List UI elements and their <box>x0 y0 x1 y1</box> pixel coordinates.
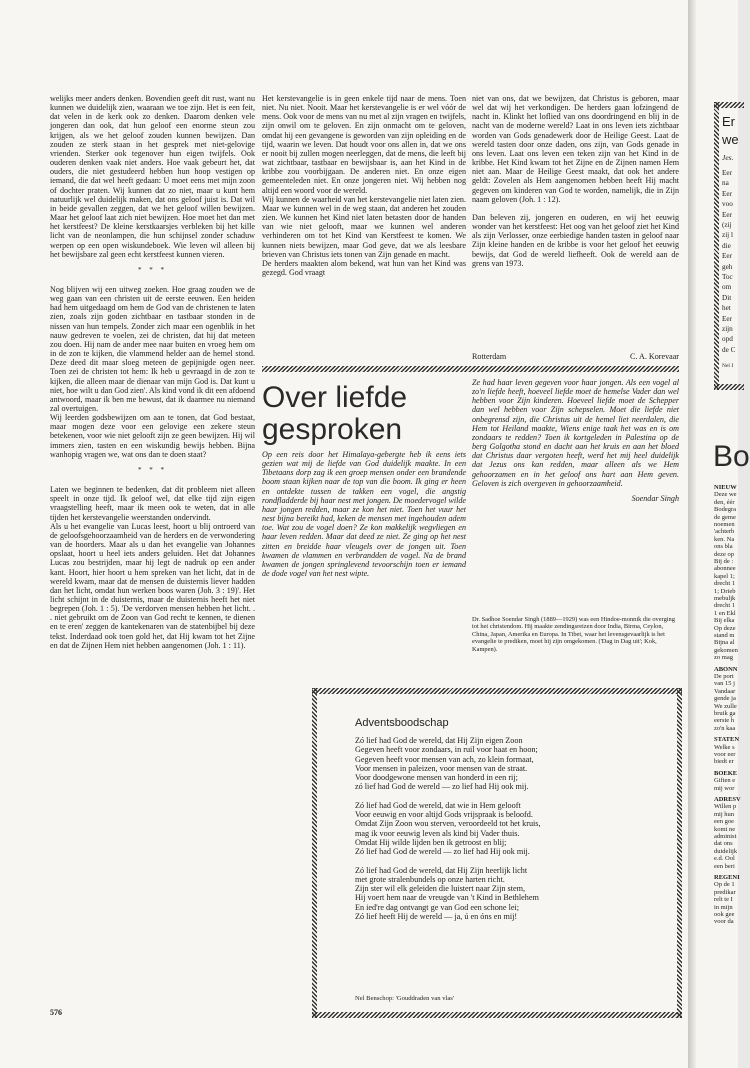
poem-stanza <box>355 736 673 792</box>
facing-side-line: van 15 j <box>714 680 735 688</box>
facing-side-line: Giften e <box>714 777 736 785</box>
wavy-rule <box>262 366 679 372</box>
facing-box-line: Jes. <box>722 153 734 162</box>
facing-side-line: 'achterb <box>714 528 735 536</box>
paragraph: De herders maakten alom bekend, wat hun van het Kind was gezegd. God vraagt <box>262 258 466 277</box>
facing-side-line: Deze we <box>714 491 737 499</box>
section-divider: * * * <box>138 465 167 474</box>
facing-side-line: 1 en Ekl <box>714 609 736 617</box>
poem-line: Voor doodgewone mensen van honderd in een rij; <box>355 773 518 783</box>
paragraph: Nog blijven wij een uitweg zoeken. Hoe graag zouden we de weg gaan van een christen uit de eerste eeuwen. Een heiden had hem uitgedaagd om hem de God van de christenen te laten zien, zoals zijn goden zichtbaar en tastbaar stonden in de nissen van hun tempels. Zonder zich maar een ogenblik in het nauw gedreven te voelen, zei de christen, dat hij dat meteen zou doen. Hij nam de ander mee naar buiten en vroeg hem om in de zon te kijken, die vlammend helder aan de hemel stond. Deze deed dit maar sloeg meteen de gepijnigde ogen neer. Toen zei de christen tot hem: Ik heb u gevraagd in de zon te kijken, die alleen maar de dienaar van mijn God is. Dat kunt u niet, hoe wilt u dan God zien'. Als kind vond ik dit een afdoend antwoord, maar ik ben me bewust, dat ik daarmee nu niemand zal overtuigen. <box>50 284 255 413</box>
article-column-3 <box>472 94 679 268</box>
author: C. A. Korevaar <box>630 352 679 361</box>
facing-side-line: De port <box>714 673 734 680</box>
box-border-left <box>312 688 317 1018</box>
facing-side-line: ABONN <box>714 665 738 673</box>
paragraph: Laten we beginnen te bedenken, dat dit probleem niet alleen speelt in onze tijd. Ik geloof wel, dat elke tijd zijn eigen vraagstelling heeft, maar ik meen ook te weten, dat in alle tijden het kerstevangelie weerstanden ondervindt. <box>50 485 255 522</box>
facing-side-line: abonnee <box>714 565 736 573</box>
poem-line: Gegeven heeft voor mensen van ach, zo klein formaat, <box>355 754 534 764</box>
facing-box-line: Toc <box>722 273 733 281</box>
facing-box-line: zijn <box>722 325 733 333</box>
place: Rotterdam <box>472 352 507 361</box>
facing-box-line: opd <box>722 335 733 344</box>
poem-line: Zó lief had God de wereld, dat Hij Zijn eigen Zoon <box>355 736 523 745</box>
paragraph: Wij leerden godsbewijzen om aan te tonen, dat God bestaat, maar mogen deze voor een gelovige een zekere steun betekenen, voor wie niet gelooft zijn ze geen bewijzen. Hij wil immers zien, tasten en een wiskundig bewijs hebben. Bijna wanhopig vragen we, wat ons dan te doen staat? <box>50 413 255 459</box>
facing-side-line: Bij de : <box>714 558 734 565</box>
poem-line: Omdat Hij wilde lijden ben ik getroost en blij; <box>355 837 507 847</box>
facing-box-line: Eer <box>722 189 732 198</box>
poem-line: Zó lief had God de wereld, dat wie in Hem gelooft <box>355 800 521 810</box>
book-spine <box>688 0 696 1068</box>
facing-side-line: ook gee <box>714 911 735 918</box>
facing-side-line: REGENI <box>714 874 740 881</box>
paragraph: Wij kunnen de waarheid van het kerstevangelie niet laten zien. Maar we kunnen wel in de weg staan, dat anderen het zouden zien. We kunnen het Kind niet laten betasten door de handen van wie niet gelooft, maar we kunnen wel anderen verhinderen om tot het Kind van Kerstfeest te komen. We kunnen niets bewijzen, maar God geve, dat we als leesbare brieven van Christus iets tonen van Zijn genade en macht. <box>262 194 466 259</box>
facing-side-line: voor da <box>714 918 734 926</box>
facing-side-line: noemen <box>714 521 735 528</box>
facing-box-line: Dit <box>722 293 732 302</box>
facing-box-line: de C <box>722 345 736 354</box>
facing-box-line: na <box>722 179 729 188</box>
article-intro: Op een reis door het Himalaya-gebergte heb ik eens iets gezien wat mij de liefde van God duidelijk maakte. In een Tibetaans dorp zag ik een groep mensen onder een brandende boom staan kijken naar de top van die boom. Ik ging er heen en ontdekte tussen de takken een vogel, die angstig rondfladderde bij haar nest met jongen. De moedervogel wilde haar jongen redden, maar ze kon het niet. Toen het vuur het nest bijna bereikt had, keken de mensen met ingehouden adem toe. Wat zou de vogel doen? Ze kon makkelijk wegvliegen en haar leven redden. Maar dat deed ze niet. Ze ging op het nest zitten en breidde haar vleugels over de jongen uit. Toen kwamen de vlammen en verbrandden de vogel. Na de brand kwamen de jongen springlevend tevoorschijn toen er iemand de dode vogel van het nest wipte. <box>262 450 466 579</box>
article-column-1 <box>50 94 255 650</box>
paragraph: welijks meer anders denken. Bovendien geeft dit rust, want nu kunnen we duidelijk zien, waaraan we toe zijn. Het is een feit, dat velen in de kerk ook zo denken. Daarom denken vele jongeren dan ook, dat hun geloof een enorme steun zou krijgen, als we het geloof zouden kunnen bewijzen. Dan zouden ze sterk staan in het gesprek met niet-gelovige vrienden. Sterker ook tegenover hun eigen twijfels. Ook ouderen denken vaak niet anders. Hoe vaak gebeurt het, dat ouders, die niet gestudeerd hebben hun hoop vestigen op iemand, die dat wel heeft gedaan: U moet eens met mijn zoon of dochter praten. Wij kunnen dat zo niet, maar u kunt hem natuurlijk wel duidelijk maken, dat ons geloof juist is. Dat wil in beide gevallen zeggen, dat we het geloof willen bewijzen. Maar het geloof laat zich niet bewijzen. Hoe moet het dan met het kerstfeest? De kleine kerstkaarsjes verbleken bij het kille licht van de neonlampen, die hun schijnsel zonder schaduw werpen op een open wiskundeboek. Wie leven wil alleen bij het bewijsbare zal geen echt kerstfeest kunnen vieren. <box>50 94 255 259</box>
poem-line: mag ik voor eeuwig leven als kind bij Vader thuis. <box>355 828 520 838</box>
facing-side-line: drecht 1 <box>714 602 736 610</box>
poem-line: Zó lief had God de wereld, dat Hij Zijn heerlijk licht <box>355 865 528 875</box>
facing-side-line: een beri <box>714 862 735 870</box>
facing-side-line: relt te I <box>714 896 733 904</box>
poem-stanza <box>355 801 673 857</box>
facing-side-line: Op de 1 <box>714 881 735 889</box>
facing-side-line: We zulle <box>714 702 737 710</box>
paragraph: Dan beleven zij, jongeren en ouderen, en wij het eeuwig wonder van het kerstfeest: Het oog van het geloof ziet het Kind als zijn Verlosser, onze eerbiedige handen tasten in geloof naar Zijn kleine handen en de kribbe is voor het geloof het eeuwig bewijs, dat God de wereld liefheeft. Ook de wereld aan de grens van 1973. <box>472 212 679 268</box>
poem-body <box>355 736 673 930</box>
facing-side-line: ADRESV <box>714 796 741 803</box>
facing-side-line: BOEKE <box>714 769 738 777</box>
box-border-top <box>312 688 682 694</box>
facing-side-line: gekomen <box>714 646 738 654</box>
facing-side-line: kapel 1; <box>714 572 735 580</box>
facing-page <box>696 0 750 1068</box>
article-signature <box>472 352 679 361</box>
facing-side-line: Willen p <box>714 803 737 811</box>
facing-side-line: dat ons <box>714 840 733 848</box>
facing-side-line: voor eer <box>714 751 736 758</box>
facing-side-line: eerste h <box>714 717 735 725</box>
facing-side-line: in mijn <box>714 903 733 911</box>
facing-side-line: Bodegra <box>714 506 737 514</box>
facing-side-line: duidelijk <box>714 847 738 855</box>
facing-side-line: e.d. Ool <box>714 855 735 863</box>
poem-line: Zó lief had God de wereld — zo lief had Hij ook mij. <box>355 847 530 857</box>
facing-side-line: Op deze <box>714 624 736 632</box>
facing-box-line: we <box>722 132 739 147</box>
facing-side-line: Vandaar <box>714 687 736 695</box>
facing-box-line: Eer <box>722 252 732 261</box>
box-border-bottom <box>312 1012 682 1018</box>
facing-box-line: het <box>722 304 731 313</box>
poem-line: Zijn ster wil elk geleiden die luistert naar Zijn stem, <box>355 884 526 894</box>
facing-heading: Bo <box>713 440 750 473</box>
facing-box-line: Er <box>722 114 735 129</box>
section-divider: * * * <box>138 265 167 274</box>
facing-side-line: zo'n kaa <box>714 724 736 732</box>
facing-side-line: ons bla <box>714 543 733 551</box>
facing-side-line: drecht 1 <box>714 580 736 588</box>
poem-line: Gegeven heeft voor zondaars, in ruil voor haat en hoon; <box>355 745 538 755</box>
poem-line: Voor eeuwig en voor altijd Gods vrijspraak is beloofd. <box>355 810 533 820</box>
facing-box-line: die <box>722 241 731 250</box>
poem-title: Adventsboodschap <box>355 717 449 729</box>
facing-side-line: zo mag <box>714 654 733 662</box>
poem-source: Nel Benschop: 'Gouddraden van vlas' <box>355 995 455 1002</box>
poem-stanza <box>355 866 673 922</box>
article-column-2 <box>262 94 466 277</box>
facing-side-line: NIEUW <box>714 484 737 491</box>
facing-side-line: deze op <box>714 550 735 558</box>
poem-line: Hij voert hem naar de vreugde van 't Kind in Bethlehem <box>355 893 539 903</box>
author-bio: Dr. Sadhoe Soendar Singh (1889—1929) was een Hindoe-monnik die overging tot het christendom. Hij maakte zendingsreizen door India, Birma, Ceylon, China, Japan, Amerika en Europa. In Tibet, waar het levensgevaarlijk is het evangelie te prediken, moet hij zijn omgekomen. ('Dag in Dag uit'; Kok, Kampen). <box>472 616 675 653</box>
facing-side-line: gende ja <box>714 695 736 703</box>
facing-side-line: biedt er <box>714 758 734 766</box>
title-line: gesproken <box>262 413 403 446</box>
poem-line: zó lief had God de wereld — zo lief had Hij ook mij. <box>355 782 529 792</box>
paragraph: niet van ons, dat we bewijzen, dat Christus is geboren, maar wel dat wij het verkondigen. De herders gaan lofzingend de nacht in. Klinkt het loflied van ons doordringend en blij in de nacht van de moderne wereld? Laat in ons leven iets zichtbaar worden van Gods genadewerk door de Heilige Geest. Laat de wereld tasten door onze daden, ons zijn, van Gods genade in ons leven. Laat ons leven een teken zijn van het Kind in de kribbe. Het Kind kwam tot het Zijne en de Zijnen namen Hem niet aan. Maar de Heilige Geest maakt, dat ook het andere geldt: Zovelen als Hem aangenomen hebben heeft Hij macht gegeven om kinderen van God te worden, namelijk, die in Zijn naam geloven (Joh. 1 : 12). <box>472 94 679 204</box>
facing-box-line: zij l <box>722 231 733 240</box>
facing-box-line: voo <box>722 200 733 209</box>
paragraph: Het kerstevangelie is in geen enkele tijd naar de mens. Toen niet. Nu niet. Nooit. Maar het kerstevangelie is er wel vóór de mens. Ook voor de mens van nu met al zijn vragen en twijfels, zijn onwil om te geloven. En zijn onmacht om te geloven, omdat hij een gevangene is geworden van zijn opleiding en de tijd, waarin we leven. Dat houdt voor ons allen in, dat we ons er nooit bij zullen mogen neerleggen, dat de mens, die leeft bij wat zichtbaar, tastbaar en bewijsbaar is, aan het Kind in de kribbe zou voorbijgaan. De anderen niet. En onze eigen gemeenteleden niet. En onze jongeren niet. Wij hebben nog altijd een woord voor de wereld. <box>262 94 466 195</box>
facing-side-line: bruik ga <box>714 710 736 717</box>
article-continuation <box>472 378 679 503</box>
signature: Soendar Singh <box>631 493 679 503</box>
facing-side-line: stand m <box>714 632 735 639</box>
facing-box-line: Eer <box>722 210 732 219</box>
box-border-left <box>714 102 719 390</box>
page-number: 576 <box>50 1008 62 1017</box>
paragraph: Als u het evangelie van Lucas leest, hoort u blij ontroerd van de geloofsgehoorzaamheid van de herders en de verwondering van de hoorders. Maar als u dan het evangelie van Johannes opslaat, hoort u heel iets anders geluiden. Het dat Johannes Lucas zou bestrijden, maar hij legt de nadruk op een ander kant. Hoort, hier hoort u hem spreken van het licht, dat in de wereld kwam, maar dat de mensen de duisternis liever hadden dan het licht, omdat hun werken boos waren (Joh. 3 : 19)'. Het licht schijnt in de duisternis, maar de duisternis heeft het niet begrepen (Joh. 1 : 5). 'De verdorven mensen hebben het licht. . . niet gebruikt om de Zoon van God recht te kennen, te dienen en te eren' zeggen de kantekenaren van de statenbijbel bij deze tekst. Inderdaad ook toen gold het, dat Hij kwam tot het Zijne en dat de Zijnen Hem niet hebben aangenomen (Joh. 1 : 11). <box>50 521 255 650</box>
poem-line: Zó lief heeft Hij de wereld — ja, ú en óns en mij! <box>355 912 518 922</box>
facing-side-line: mij wor <box>714 784 735 792</box>
facing-box-line: om <box>722 283 732 292</box>
poem-line: met grote stralenbundels op onze harten richt. <box>355 874 505 884</box>
facing-side-line: Welke s <box>714 743 735 751</box>
facing-side-line: Bij elka <box>714 617 735 625</box>
facing-box-line: geh <box>722 262 733 271</box>
box-border-right <box>677 688 682 1018</box>
facing-box-line: (zij <box>722 221 732 229</box>
facing-box-line: Nel I <box>722 363 734 370</box>
facing-side-line: predikar <box>714 888 736 896</box>
title-line: Over liefde <box>262 381 408 414</box>
paragraph: Ze had haar leven gegeven voor haar jongen. Als een vogel al zo'n liefde heeft, hoeveel liefde moet de hemelse Vader dan wel hebben voor Zijn kinderen. Hoeveel liefde moet de Schepper dan wel hebben voor Zijn schepselen. Moet die liefde niet onbegrensd zijn, die Christus uit de hemel liet neerdalen, die Hem tot Heiland maakte, Wiens enige taak het was en is om zondaars te redden? Toen ik kortgeleden in Palestina op de berg Golgotha stond en dacht aan het kruis en aan het bloed dat Christus daar vergoten heeft, werd het mij heel duidelijk dat Jezus ons kan redden, maar alleen als we Hem gehoorzamen en in het geloof ons hart aan Hem geven. Geloven is zich overgeven in gehoorzaamheid. <box>472 378 679 488</box>
poem-line: Omdat Zijn Zoon wou sterven, veroordeeld tot het kruis, <box>355 819 541 829</box>
facing-box-line: Eer <box>722 314 732 323</box>
facing-box-line: Eer <box>722 169 732 177</box>
facing-side-line: ken. Na <box>714 535 735 543</box>
facing-side-line: mij hun <box>714 810 735 818</box>
facing-side-line: den, éér <box>714 498 735 506</box>
article-title <box>262 382 466 446</box>
poem-line: En ied're dag ontvangt ge van God een schone lei; <box>355 902 520 912</box>
facing-side-line: mebuljk <box>714 595 736 602</box>
facing-side-line: administ <box>714 833 737 840</box>
facing-side-line: komt ne <box>714 825 736 833</box>
facing-side-line: STATEN <box>714 736 740 744</box>
facing-side-line: de geme <box>714 513 736 521</box>
poem-line: Voor mensen in paleizen, voor mensen van de straat. <box>355 763 528 773</box>
facing-side-line: een goe <box>714 818 735 826</box>
facing-side-line: Bijna al <box>714 639 735 647</box>
facing-side-line: 1; Drieb <box>714 587 736 595</box>
